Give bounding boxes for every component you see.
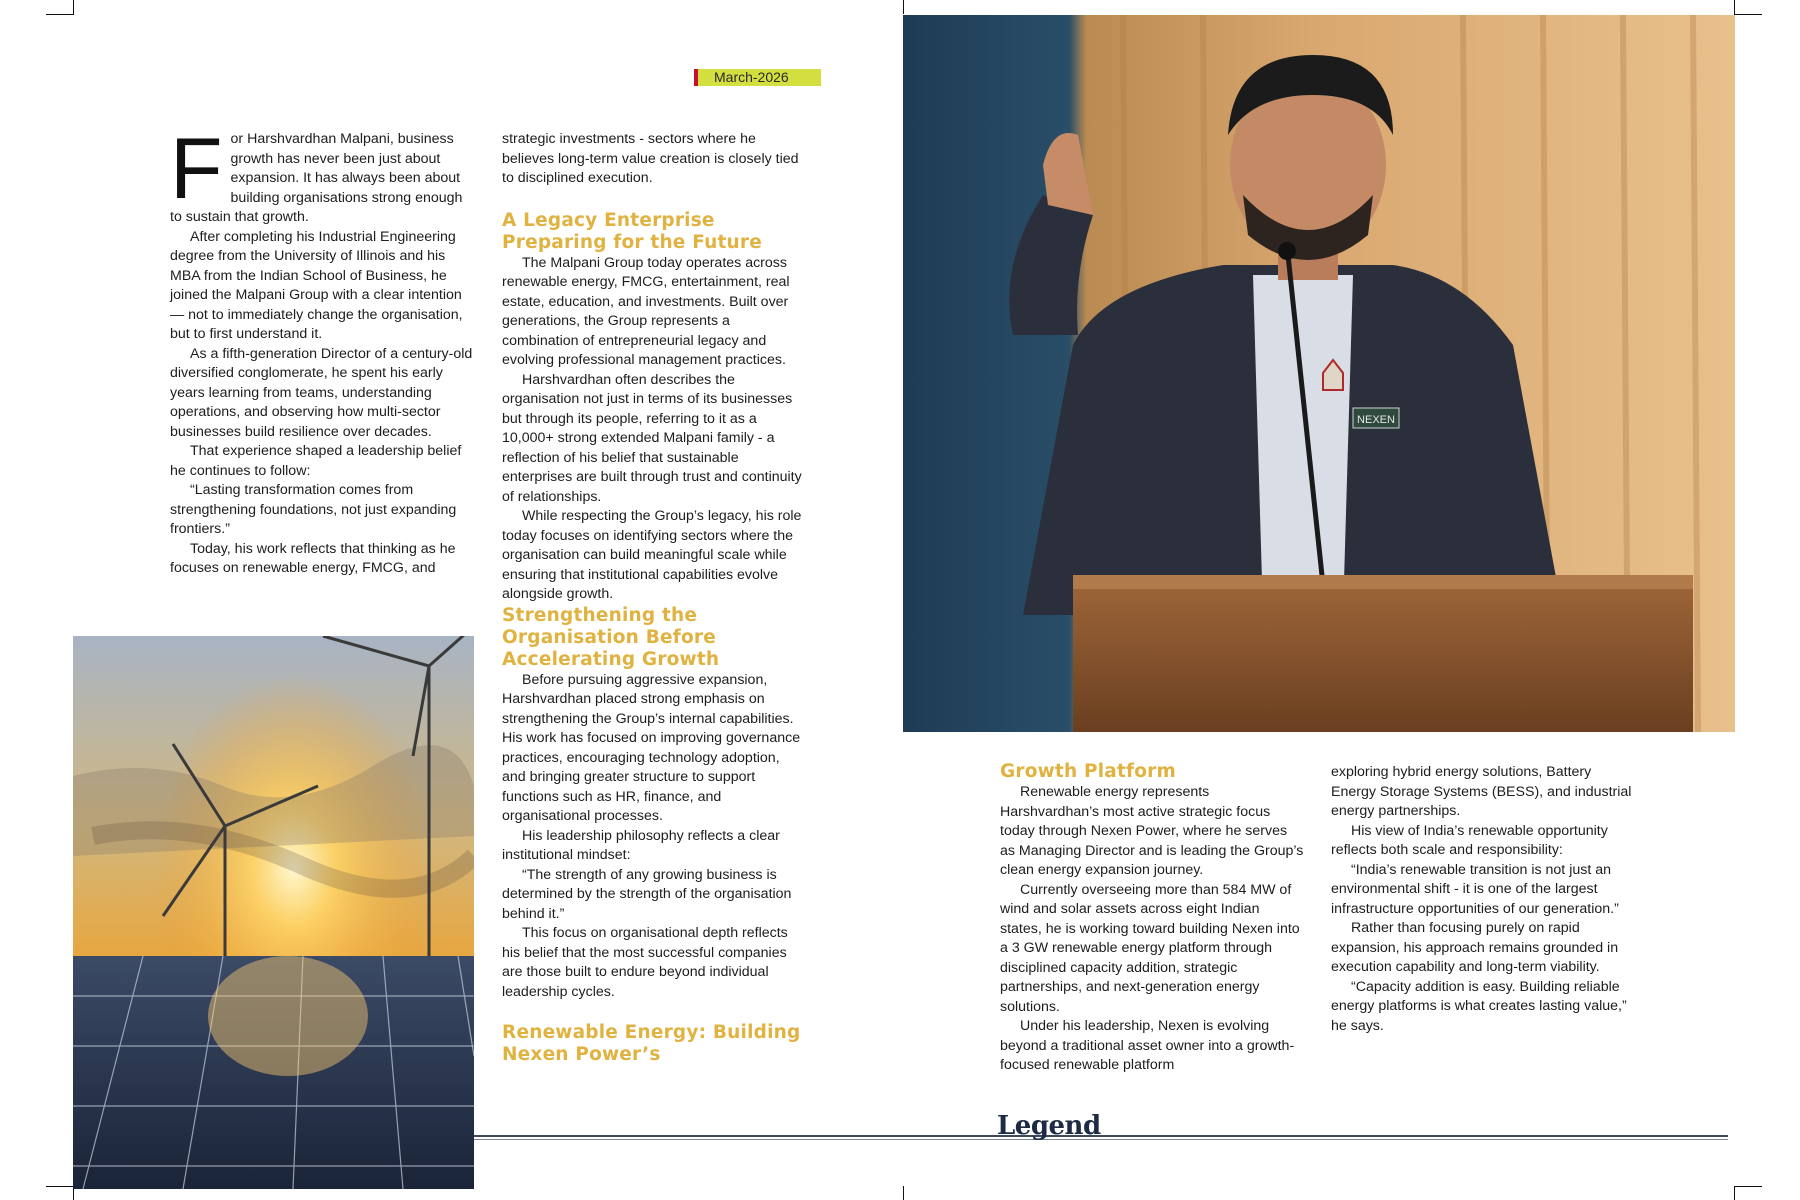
- paragraph: While respecting the Group’s legacy, his role today focuses on identifying sectors where the organisation can build meaningful scale while ensuring that institutional capabilities evolve alongside growth.: [502, 508, 802, 602]
- article-column-3: [1000, 761, 1305, 1076]
- paragraph: As a fifth-generation Director of a century-old diversified conglomerate, he spent his early years learning from teams, understanding operations, and observing how multi-sector businesses build resilience over decades.: [170, 345, 473, 440]
- paragraph: Before pursuing aggressive expansion, Harshvardhan placed strong emphasis on strengthening the Group’s internal capabilities. His work has focused on improving governance practices, encouraging technology adoption, and bringing greater structure to support functions such as HR, finance, and organisational processes.: [502, 671, 801, 824]
- badge-label: NEXEN: [1357, 414, 1395, 426]
- section-heading: Renewable Energy: Building Nexen Power’s: [502, 1022, 801, 1065]
- paragraph: exploring hybrid energy solutions, Battery Energy Storage Systems (BESS), and industrial energy partnerships.: [1331, 764, 1632, 819]
- crop-mark: [903, 1186, 904, 1200]
- article-column-4: [1331, 763, 1636, 1036]
- magazine-logo: Legend: [997, 1111, 1101, 1141]
- article-column-2: [502, 130, 807, 1066]
- paragraph: The Malpani Group today operates across renewable energy, FMCG, entertainment, real estate, education, and investments. Built over generations, the Group represents a combination of entrepreneurial legacy and evolving professional management practices.: [502, 254, 790, 368]
- paragraph: This focus on organisational depth reflects his belief that the most successful companies are those built to endure beyond individual leadership cycles.: [502, 925, 788, 1000]
- section-heading: A Legacy Enterprise Preparing for the Future: [502, 209, 762, 253]
- paragraph: Currently overseeing more than 584 MW of wind and solar assets across eight Indian states, he is working toward building Nexen into a 3 GW renewable energy platform through disciplined capacity addition, strategic partnerships, and next-generation energy solutions.: [1000, 881, 1300, 1015]
- pull-quote: “The strength of any growing business is determined by the strength of the organisation behind it.”: [502, 866, 792, 922]
- footer-rule: [474, 1135, 1728, 1137]
- crop-mark: [46, 14, 74, 15]
- paragraph: Today, his work reflects that thinking as he focuses on renewable energy, FMCG, and: [170, 540, 456, 576]
- footer-rule: [474, 1139, 1728, 1140]
- section-heading: Strengthening the Organisation Before Accelerating Growth: [502, 604, 720, 670]
- paragraph: Rather than focusing purely on rapid expansion, his approach remains grounded in execution capability and long-term viability.: [1331, 920, 1619, 975]
- issue-date: March-2026: [714, 69, 789, 85]
- pull-quote: “Capacity addition is easy. Building reliable energy platforms is what creates lasting value,” he says.: [1331, 978, 1627, 1034]
- paragraph: Renewable energy represents Harshvardhan’s most active strategic focus today through Nexen Power, where he serves as Managing Director and is leading the Group’s clean energy expansion journey.: [1000, 784, 1304, 878]
- crop-mark: [1734, 14, 1762, 15]
- paragraph: strategic investments - sectors where he believes long-term value creation is closely tied to disciplined execution.: [502, 131, 799, 186]
- crop-mark: [46, 1186, 74, 1187]
- paragraph: After completing his Industrial Engineering degree from the University of Illinois and his MBA from the Indian School of Business, he joined the Malpani Group with a clear intention — not to immediately change the organisation, but to first understand it.: [170, 228, 463, 342]
- section-heading: Growth Platform: [1000, 761, 1176, 782]
- paragraph: Under his leadership, Nexen is evolving beyond a traditional asset owner into a growth-focused renewable platform: [1000, 1018, 1295, 1073]
- crop-mark: [1734, 0, 1735, 14]
- paragraph: His leadership philosophy reflects a clear institutional mindset:: [502, 827, 780, 863]
- paragraph: Harshvardhan often describes the organisation not just in terms of its businesses but through its people, referring to it as a 10,000+ strong extended Malpani family - a reflection of his belief that sustainable enterprises are built through trust and continuity of relationships.: [502, 371, 802, 505]
- podium: [1073, 575, 1693, 732]
- crop-mark: [903, 0, 904, 14]
- drop-cap: F: [170, 121, 223, 217]
- speaker-photo: [903, 15, 1735, 732]
- paragraph: His view of India’s renewable opportunity reflects both scale and responsibility:: [1331, 822, 1608, 858]
- crop-mark: [1734, 1186, 1762, 1187]
- crop-mark: [1734, 1186, 1735, 1200]
- crop-mark: [73, 0, 74, 14]
- date-tag-accent: [694, 69, 698, 86]
- wind-solar-photo: [73, 636, 474, 1189]
- issue-date-tag: [694, 69, 821, 86]
- pull-quote: “India’s renewable transition is not just an environmental shift - it is one of the largest infrastructure opportunities of our generation.”: [1331, 861, 1619, 917]
- paragraph: That experience shaped a leadership belief he continues to follow:: [170, 443, 462, 479]
- paragraph: or Harshvardhan Malpani, business growth has never been just about expansion. It has always been about building organisations strong enough to sustain that growth.: [170, 131, 463, 225]
- article-column-1: [170, 121, 474, 579]
- pull-quote: “Lasting transformation comes from strengthening foundations, not just expanding frontiers.”: [170, 482, 457, 537]
